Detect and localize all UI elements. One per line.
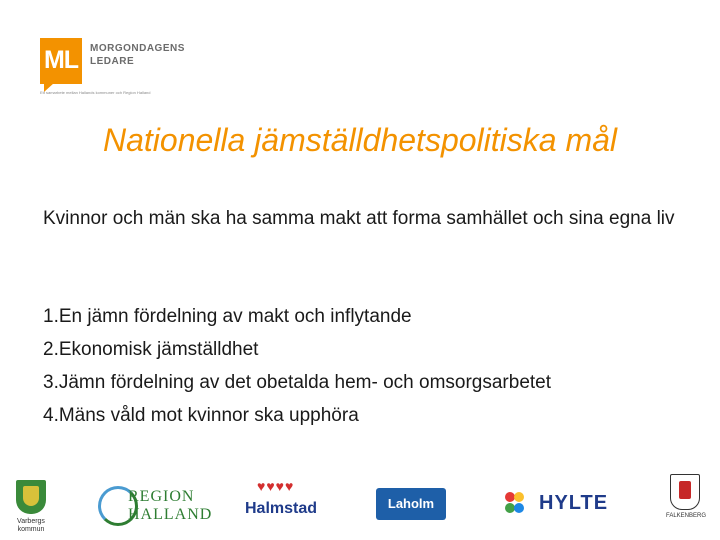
goal-item: 4.Mäns våld mot kvinnor ska upphöra: [43, 405, 359, 426]
region-label-line2: HALLAND: [128, 506, 213, 523]
logo-mark: ML: [40, 38, 82, 84]
slide-title: Nationella jämställdhetspolitiska mål: [102, 122, 617, 158]
halmstad-logo: [245, 478, 318, 530]
flower-icon: [505, 492, 531, 516]
goal-item: 1.En jämn fördelning av makt och inflytande: [43, 306, 412, 327]
laholm-logo: Laholm: [376, 488, 446, 520]
goals-list: [43, 300, 683, 432]
footer-logos: [0, 470, 720, 540]
goal-item: 3.Jämn fördelning av det obetalda hem- och omsorgsarbetet: [43, 372, 552, 393]
varberg-label: Varbergs kommun: [17, 518, 45, 533]
falkenberg-logo: [658, 474, 714, 536]
intro-text: Kvinnor och män ska ha samma makt att forma samhället och sina egna liv: [43, 208, 675, 229]
logo-name-line2: LEDARE: [90, 56, 135, 67]
halmstad-label: Halmstad: [245, 500, 318, 517]
region-halland-logo: [98, 484, 218, 524]
falkenberg-shield-icon: [670, 474, 700, 510]
logo-name-line1: MORGONDAGENS: [90, 43, 185, 54]
logo-tagline: Ett samarbete mellan Hallands kommuner och Region Halland: [40, 90, 151, 95]
goal-item: 2.Ekonomisk jämställdhet: [43, 339, 259, 360]
hearts-icon: ♥♥♥♥: [257, 478, 295, 494]
hylte-label: HYLTE: [539, 492, 609, 514]
logo-name: [90, 42, 185, 68]
varberg-shield-icon: [16, 480, 46, 514]
falkenberg-label: FALKENBERG: [665, 513, 706, 519]
morgondagens-ledare-logo: [40, 38, 200, 100]
region-label-line1: REGION: [128, 488, 195, 505]
varberg-logo: [10, 480, 52, 538]
hylte-logo: [505, 488, 609, 520]
